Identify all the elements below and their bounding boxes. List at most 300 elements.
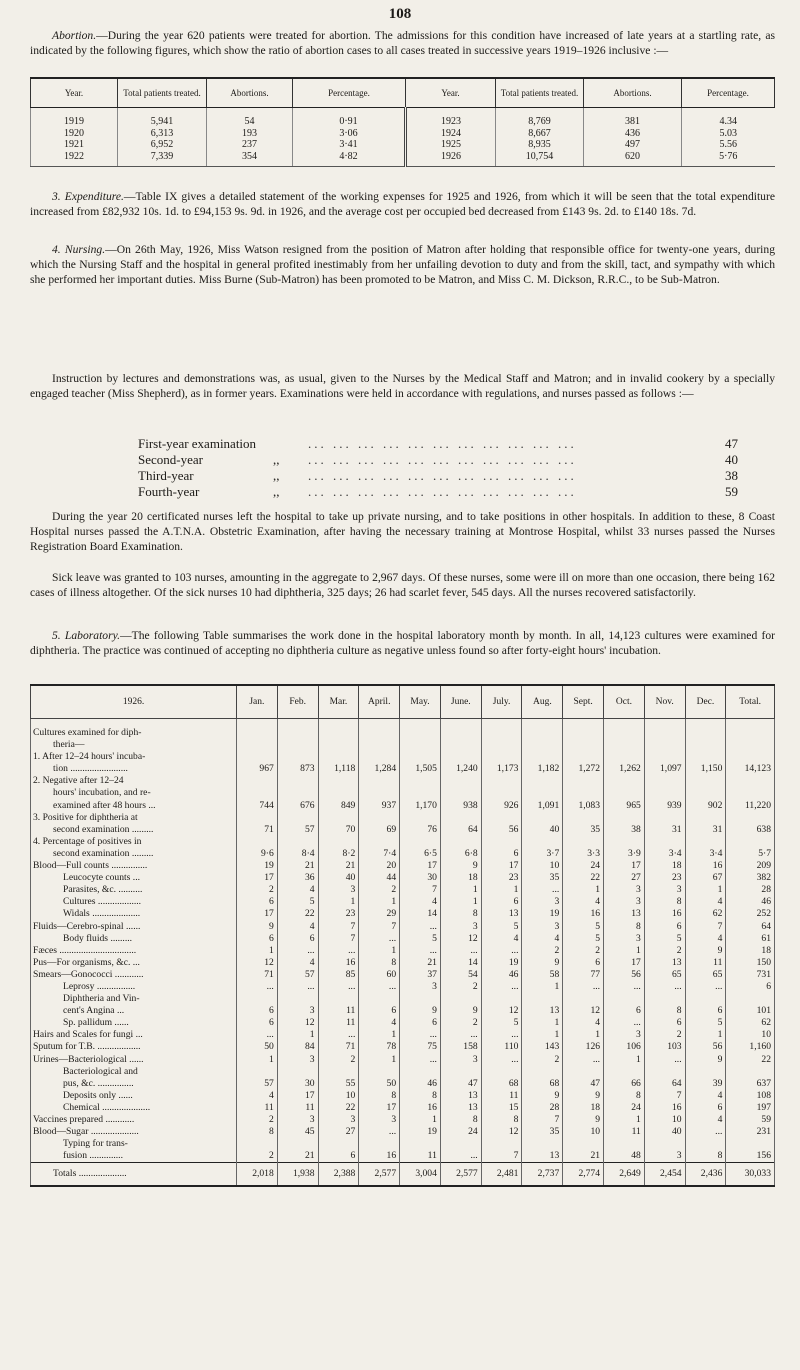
table-cell (277, 1066, 318, 1078)
row-label: 2. Negative after 12–24 (31, 775, 237, 787)
table-cell (522, 993, 563, 1005)
table-cell: 103 (644, 1041, 685, 1053)
table-cell: 16 (400, 1102, 441, 1114)
table-cell: 18 (644, 860, 685, 872)
table-cell: 1,173 (481, 763, 522, 775)
col-month: Feb. (277, 685, 318, 719)
instruction-paragraph (30, 371, 775, 401)
table-row (31, 872, 775, 884)
totals-cell: 2,577 (359, 1163, 400, 1187)
page-number: 108 (388, 6, 412, 22)
table-cell (237, 775, 278, 787)
table-cell: 40 (318, 872, 359, 884)
table-cell: 35 (522, 1126, 563, 1138)
table-cell: 13 (440, 1102, 481, 1114)
abortion-heading: Abortion. (52, 29, 97, 42)
table-row (31, 151, 775, 167)
table-cell: 150 (726, 957, 775, 969)
table-cell: 6 (644, 1017, 685, 1029)
table-cell: 12 (563, 1005, 604, 1017)
spacer-cell (237, 719, 278, 728)
spacer-cell (277, 719, 318, 728)
table-cell (359, 727, 400, 739)
table-cell (277, 751, 318, 763)
table-cell: 6 (644, 921, 685, 933)
table-cell (400, 739, 441, 751)
table-cell: ... (359, 1126, 400, 1138)
table-cell: 637 (726, 1078, 775, 1090)
table-cell: 1,097 (644, 763, 685, 775)
table-cell: 381 (584, 108, 682, 128)
table-cell: ... (440, 945, 481, 957)
col-month: Sept. (563, 685, 604, 719)
row-label: theria— (31, 739, 237, 751)
table-cell (440, 787, 481, 799)
table-cell: 8,769 (496, 108, 584, 128)
table-cell: ... (644, 981, 685, 993)
row-label: Cultures .................. (31, 896, 237, 908)
table-cell: 17 (604, 860, 645, 872)
table-row (31, 1126, 775, 1138)
nursing-heading: 4. Nursing. (52, 243, 106, 256)
col-month: Oct. (604, 685, 645, 719)
table-cell (522, 739, 563, 751)
table-row (31, 1017, 775, 1029)
table-cell (726, 993, 775, 1005)
table-cell: 39 (685, 1078, 726, 1090)
table-cell: 61 (726, 933, 775, 945)
table-cell (563, 993, 604, 1005)
table-cell: 4 (277, 884, 318, 896)
table-cell: 76 (400, 824, 441, 836)
row-label: Deposits only ...... (31, 1090, 237, 1102)
table-cell (277, 787, 318, 799)
table-cell (644, 1138, 685, 1150)
row-label: Chemical .................... (31, 1102, 237, 1114)
table-cell (726, 739, 775, 751)
table-cell: 1923 (406, 108, 496, 128)
table-cell (440, 812, 481, 824)
laboratory-heading: 5. Laboratory. (52, 629, 121, 642)
table-cell: 6 (563, 957, 604, 969)
table-cell: 71 (237, 824, 278, 836)
table-cell: ... (481, 1054, 522, 1066)
table-row (31, 969, 775, 981)
table-cell: 1 (522, 981, 563, 993)
table-cell: 11 (277, 1102, 318, 1114)
table-cell: 21 (277, 1150, 318, 1163)
row-label: Parasites, &c. .......... (31, 884, 237, 896)
laboratory-paragraph (30, 628, 775, 658)
table-cell (237, 836, 278, 848)
totals-cell: 2,481 (481, 1163, 522, 1187)
table-cell: 1 (481, 884, 522, 896)
table-cell: 8 (644, 1005, 685, 1017)
table-cell: 6·5 (400, 848, 441, 860)
table-cell: 744 (237, 800, 278, 812)
table-cell: 65 (644, 969, 685, 981)
table-cell: 9 (522, 1090, 563, 1102)
table-cell: 1,083 (563, 800, 604, 812)
table-cell: 4 (277, 957, 318, 969)
row-label: 3. Positive for diphtheria at (31, 812, 237, 824)
table-cell (522, 836, 563, 848)
table-row (31, 1029, 775, 1041)
table-cell: 9 (440, 1005, 481, 1017)
table-cell: 11 (481, 1090, 522, 1102)
table-cell: 1 (318, 896, 359, 908)
table-cell: 57 (237, 1078, 278, 1090)
table-cell: 56 (604, 969, 645, 981)
table-cell (563, 1066, 604, 1078)
table-cell: 101 (726, 1005, 775, 1017)
row-label: Fæces ................................ (31, 945, 237, 957)
table-cell: 849 (318, 800, 359, 812)
exam-count: 40 (725, 452, 738, 467)
table-cell (440, 1066, 481, 1078)
table-cell (604, 812, 645, 824)
table-cell: 31 (644, 824, 685, 836)
table-cell: ... (522, 884, 563, 896)
table-cell: 3 (277, 1005, 318, 1017)
table-cell: 24 (563, 860, 604, 872)
totals-cell: 2,388 (318, 1163, 359, 1187)
table-cell (726, 787, 775, 799)
table-row (31, 921, 775, 933)
table-cell: 13 (644, 957, 685, 969)
exam-row (138, 436, 738, 452)
table-cell (237, 812, 278, 824)
exam-count: 47 (725, 436, 738, 451)
table-cell: 62 (685, 908, 726, 920)
table-cell: 18 (563, 1102, 604, 1114)
table-cell: 70 (318, 824, 359, 836)
table-cell: 382 (726, 872, 775, 884)
table-cell (726, 836, 775, 848)
table-cell: ... (481, 945, 522, 957)
table-cell: 24 (604, 1102, 645, 1114)
table-cell: ... (359, 981, 400, 993)
table-cell: 1 (237, 945, 278, 957)
table-cell: 40 (644, 1126, 685, 1138)
table-cell (644, 739, 685, 751)
table-cell: ... (318, 981, 359, 993)
table-cell: 75 (400, 1041, 441, 1053)
table-cell: ... (604, 1017, 645, 1029)
exam-row (138, 468, 738, 484)
table-cell: ... (318, 1029, 359, 1041)
table-cell: 78 (359, 1041, 400, 1053)
table-cell: 47 (440, 1078, 481, 1090)
table-cell: 19 (237, 860, 278, 872)
table-cell: 85 (318, 969, 359, 981)
table-cell: 59 (726, 1114, 775, 1126)
table-cell: 110 (481, 1041, 522, 1053)
table-cell: 12 (440, 933, 481, 945)
table-cell: ... (400, 945, 441, 957)
table-cell (685, 836, 726, 848)
table-cell: ... (237, 1029, 278, 1041)
table-cell: 10 (726, 1029, 775, 1041)
table-cell: 3 (644, 884, 685, 896)
table-cell: 3 (318, 1114, 359, 1126)
table-cell: 64 (644, 1078, 685, 1090)
table-cell (400, 812, 441, 824)
table-cell: 6 (481, 896, 522, 908)
col-month: Dec. (685, 685, 726, 719)
table-cell: 1,182 (522, 763, 563, 775)
totals-cell: 1,938 (277, 1163, 318, 1187)
table-cell: 6 (359, 1005, 400, 1017)
col-month: May. (400, 685, 441, 719)
table-cell (481, 1066, 522, 1078)
table-cell: 676 (277, 800, 318, 812)
table-cell: 12 (481, 1126, 522, 1138)
table-cell: 1 (563, 884, 604, 896)
table-cell (237, 787, 278, 799)
table-cell: 21 (400, 957, 441, 969)
table-cell: 37 (400, 969, 441, 981)
leader-dots: ... ... ... ... ... ... ... ... ... ... ... (308, 468, 577, 483)
table-cell: 2 (563, 945, 604, 957)
spacer-cell (481, 719, 522, 728)
table-cell (604, 739, 645, 751)
table-cell: 9 (522, 957, 563, 969)
table-cell: 5 (563, 921, 604, 933)
table-cell: 13 (522, 1005, 563, 1017)
table-row (31, 824, 775, 836)
abortion-text: —During the year 620 patients were treated for abortion. The admissions for this condition have increased of late years at a startling rate, as indicated by the following figures, which show the ratio of abortion cases to all cases treated in successive years 1919–1926 inclusive :— (30, 29, 775, 57)
col-month: Mar. (318, 685, 359, 719)
totals-row (31, 1163, 775, 1187)
table-cell: 10 (644, 1114, 685, 1126)
table-cell: 8·2 (318, 848, 359, 860)
table-cell: 4 (522, 933, 563, 945)
table-cell: 237 (207, 139, 293, 151)
table-cell: 6 (277, 933, 318, 945)
col-month: July. (481, 685, 522, 719)
table-cell (318, 993, 359, 1005)
table-cell: 3·9 (604, 848, 645, 860)
table-cell: 4 (237, 1090, 278, 1102)
table-cell: 1 (604, 945, 645, 957)
table-row (31, 945, 775, 957)
table-cell: 18 (440, 872, 481, 884)
table-cell: 354 (207, 151, 293, 167)
row-label: Urines—Bacteriological ...... (31, 1054, 237, 1066)
table-cell: 1925 (406, 139, 496, 151)
table-cell (277, 812, 318, 824)
table-cell: 71 (318, 1041, 359, 1053)
table-cell: 8 (440, 908, 481, 920)
table-cell: 45 (277, 1126, 318, 1138)
totals-cell: 2,774 (563, 1163, 604, 1187)
abortion-paragraph (30, 28, 775, 58)
table-cell: 8 (400, 1090, 441, 1102)
table-cell: ... (604, 981, 645, 993)
table-cell: ... (563, 981, 604, 993)
table-row (31, 884, 775, 896)
table-cell (400, 787, 441, 799)
table-cell: 11 (237, 1102, 278, 1114)
table-cell: 38 (604, 824, 645, 836)
table-cell (644, 993, 685, 1005)
table-cell (563, 727, 604, 739)
table-cell: 3·3 (563, 848, 604, 860)
table-row (31, 993, 775, 1005)
totals-cell: 2,649 (604, 1163, 645, 1187)
table-cell: 2 (522, 1054, 563, 1066)
table-cell: 3 (604, 896, 645, 908)
table-cell: 3 (277, 1114, 318, 1126)
row-label: Smears—Gonococci ............ (31, 969, 237, 981)
table-row (31, 739, 775, 751)
table-cell: 7 (318, 933, 359, 945)
table-cell (277, 836, 318, 848)
table-cell: 1 (604, 1054, 645, 1066)
table-cell: 28 (726, 884, 775, 896)
table-cell: 9 (237, 921, 278, 933)
table-row (31, 1138, 775, 1150)
spacer-row (31, 719, 775, 728)
row-label: Pus—For organisms, &c. ... (31, 957, 237, 969)
table-cell: 965 (604, 800, 645, 812)
table-cell: 3·06 (293, 128, 406, 140)
table-cell (685, 787, 726, 799)
table-cell (644, 812, 685, 824)
table-cell: 108 (726, 1090, 775, 1102)
table-cell (604, 751, 645, 763)
table-cell: 11 (604, 1126, 645, 1138)
table-cell: 2 (644, 1029, 685, 1041)
table-cell (318, 751, 359, 763)
table-cell: 1926 (406, 151, 496, 167)
totals-cell: 30,033 (726, 1163, 775, 1187)
table-cell: 8 (685, 1150, 726, 1163)
table-cell (726, 727, 775, 739)
table-cell (644, 751, 685, 763)
table-cell: 926 (481, 800, 522, 812)
table-cell: 197 (726, 1102, 775, 1114)
row-label: Widals .................... (31, 908, 237, 920)
table-cell: 21 (563, 1150, 604, 1163)
table-cell: 9 (440, 860, 481, 872)
table-cell: 40 (522, 824, 563, 836)
table-cell: 17 (237, 872, 278, 884)
table-cell (400, 1066, 441, 1078)
table-cell: 4 (400, 896, 441, 908)
table-cell: 3 (604, 884, 645, 896)
row-label: tion ........................ (31, 763, 237, 775)
table-cell: 497 (584, 139, 682, 151)
table-cell: 1922 (31, 151, 118, 167)
row-label: Cultures examined for diph- (31, 727, 237, 739)
table-cell: ... (400, 1029, 441, 1041)
nursing-paragraph (30, 242, 775, 287)
table-cell: 5.56 (682, 139, 775, 151)
table-cell: 1 (685, 1029, 726, 1041)
table-cell (400, 993, 441, 1005)
totals-cell: 2,737 (522, 1163, 563, 1187)
table-cell: 1 (359, 945, 400, 957)
table-cell (318, 727, 359, 739)
table-cell: 2 (237, 1150, 278, 1163)
table-cell: 1,160 (726, 1041, 775, 1053)
table-cell: 7 (522, 1114, 563, 1126)
col-category: 1926. (31, 685, 237, 719)
table-cell: ... (563, 1054, 604, 1066)
table-cell (481, 787, 522, 799)
table-cell (604, 787, 645, 799)
table-cell (563, 812, 604, 824)
table-cell (359, 836, 400, 848)
table-cell: 57 (277, 969, 318, 981)
table-cell: 1 (685, 884, 726, 896)
table-cell: 1 (237, 1054, 278, 1066)
row-label: Vaccines prepared ............ (31, 1114, 237, 1126)
spacer-cell (604, 719, 645, 728)
exam-ditto (273, 436, 308, 452)
table-cell (440, 993, 481, 1005)
row-label: pus, &c. ............... (31, 1078, 237, 1090)
table-row (31, 981, 775, 993)
table-cell (277, 775, 318, 787)
table-cell (318, 775, 359, 787)
table-row (31, 860, 775, 872)
table-cell (481, 751, 522, 763)
table-cell: ... (359, 933, 400, 945)
table-cell: 1 (359, 1054, 400, 1066)
table-cell: 11,220 (726, 800, 775, 812)
table-cell: 1924 (406, 128, 496, 140)
table-row (31, 848, 775, 860)
table-cell: 2 (440, 981, 481, 993)
exam-count: 59 (725, 484, 738, 499)
table-row (31, 1041, 775, 1053)
table-cell: 10 (318, 1090, 359, 1102)
table-cell: 8 (359, 957, 400, 969)
table-row (31, 775, 775, 787)
table-cell: 6 (318, 1150, 359, 1163)
table-cell (563, 787, 604, 799)
totals-cell: 3,004 (400, 1163, 441, 1187)
row-label: Typing for trans- (31, 1138, 237, 1150)
exam-label: First-year examination (138, 436, 257, 451)
table-cell: 4 (481, 933, 522, 945)
table-cell (400, 836, 441, 848)
table-cell: 13 (440, 1090, 481, 1102)
table-row (31, 128, 775, 140)
table-cell (522, 775, 563, 787)
table-cell (522, 787, 563, 799)
table-cell: ... (237, 981, 278, 993)
exam-label: Fourth-year (138, 484, 200, 499)
table-cell: 60 (359, 969, 400, 981)
table-cell: 17 (237, 908, 278, 920)
table-cell: 8,935 (496, 139, 584, 151)
table-cell: 231 (726, 1126, 775, 1138)
table-cell: 126 (563, 1041, 604, 1053)
table-cell: 106 (604, 1041, 645, 1053)
table-cell: 1 (522, 1029, 563, 1041)
row-label: 1. After 12–24 hours' incuba- (31, 751, 237, 763)
table-cell: 17 (604, 957, 645, 969)
table-cell: 27 (604, 872, 645, 884)
table-cell (685, 1066, 726, 1078)
table-cell: 8,667 (496, 128, 584, 140)
table-cell: 22 (318, 1102, 359, 1114)
table-cell: 10 (522, 860, 563, 872)
